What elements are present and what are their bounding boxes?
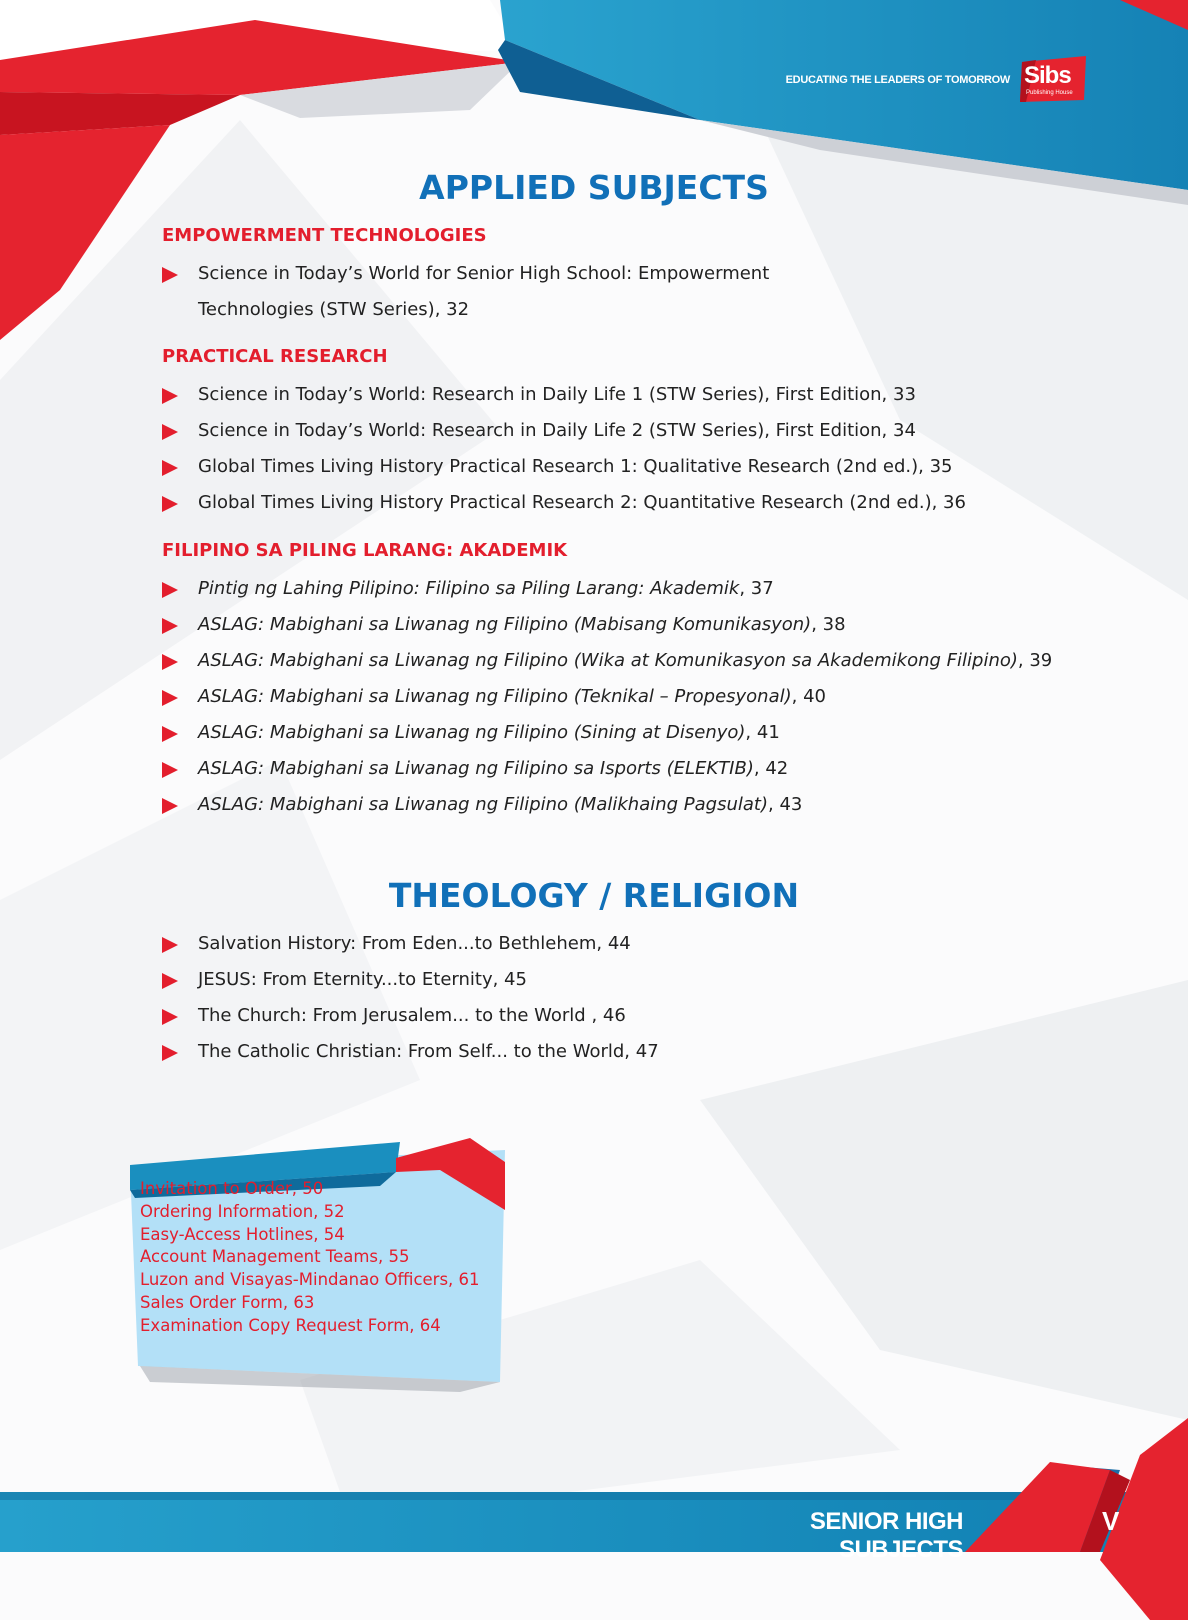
list-item — [160, 413, 966, 449]
list-item — [160, 256, 818, 328]
list-item — [160, 571, 1052, 607]
list-item — [160, 485, 966, 521]
list-item — [160, 1034, 659, 1070]
bullet-arrow-icon — [162, 460, 178, 476]
bullet-arrow-icon — [162, 762, 178, 778]
bullet-arrow-icon — [162, 1045, 178, 1061]
bullet-arrow-icon — [162, 726, 178, 742]
bullet-arrow-icon — [162, 388, 178, 404]
note-item: Easy-Access Hotlines, 54 — [140, 1224, 345, 1244]
bullet-arrow-icon — [162, 496, 178, 512]
item-title: Pintig ng Lahing Pilipino: Filipino sa Piling Larang: Akademik — [198, 578, 740, 599]
list-item — [160, 377, 966, 413]
list-item — [160, 715, 1052, 751]
item-title: ASLAG: Mabighani sa Liwanag ng Filipino (Malikhaing Pagsulat) — [198, 794, 768, 815]
bullet-arrow-icon — [162, 690, 178, 706]
logo-subtext: Publishing House — [1026, 90, 1073, 96]
section-title-theology: THEOLOGY / RELIGION — [388, 876, 800, 915]
page-number: V — [1102, 1506, 1120, 1536]
bullet-arrow-icon — [162, 618, 178, 634]
list-item — [160, 787, 1052, 823]
note-item: Luzon and Visayas-Mindanao Officers, 61 — [140, 1270, 480, 1290]
item-text: JESUS: From Eternity...to Eternity, 45 — [198, 969, 527, 990]
bullet-arrow-icon — [162, 582, 178, 598]
empowerment-list — [160, 256, 818, 328]
item-page: , 39 — [1017, 650, 1053, 671]
section-title-applied: APPLIED SUBJECTS — [419, 168, 769, 207]
header-tagline: EDUCATING THE LEADERS OF TOMORROW — [785, 74, 1010, 86]
item-page: , 43 — [768, 794, 803, 815]
list-item — [160, 449, 966, 485]
list-item — [160, 607, 1052, 643]
bullet-arrow-icon — [162, 267, 178, 283]
theology-list — [160, 926, 659, 1070]
bullet-arrow-icon — [162, 1009, 178, 1025]
subsection-filipino: FILIPINO SA PILING LARANG: AKADEMIK — [162, 540, 568, 561]
item-title: ASLAG: Mabighani sa Liwanag ng Filipino (Wika at Komunikasyon sa Akademikong Filipino) — [198, 650, 1018, 671]
practical-research-list — [160, 377, 966, 521]
bullet-arrow-icon — [162, 973, 178, 989]
list-item — [160, 679, 1052, 715]
list-item — [160, 751, 1052, 787]
footer-label: SENIOR HIGH SUBJECTS — [809, 1508, 963, 1563]
list-item — [160, 643, 1052, 679]
list-item — [160, 962, 659, 998]
note-item: Account Management Teams, 55 — [140, 1247, 410, 1267]
item-text: Science in Today’s World: Research in Daily Life 1 (STW Series), First Edition, 33 — [198, 384, 916, 405]
item-page: , 38 — [811, 614, 846, 635]
item-page: , 37 — [739, 578, 774, 599]
item-page: , 41 — [745, 722, 780, 743]
item-text: The Church: From Jerusalem... to the World , 46 — [198, 1005, 626, 1026]
item-text: Global Times Living History Practical Research 1: Qualitative Research (2nd ed.), 35 — [198, 456, 953, 477]
item-text: Global Times Living History Practical Research 2: Quantitative Research (2nd ed.), 36 — [198, 492, 966, 513]
item-text: Science in Today’s World for Senior High School: Empowerment Technologies (STW Series), 32 — [198, 263, 770, 320]
note-item: Examination Copy Request Form, 64 — [140, 1315, 441, 1335]
logo-text: Sibs — [1024, 62, 1071, 89]
item-page: , 40 — [791, 686, 827, 707]
list-item — [160, 998, 659, 1034]
item-title: ASLAG: Mabighani sa Liwanag ng Filipino (Mabisang Komunikasyon) — [198, 614, 812, 635]
bullet-arrow-icon — [162, 654, 178, 670]
item-text: Salvation History: From Eden...to Bethlehem, 44 — [198, 933, 631, 954]
item-text: The Catholic Christian: From Self... to the World, 47 — [198, 1041, 659, 1062]
list-item — [160, 926, 659, 962]
item-title: ASLAG: Mabighani sa Liwanag ng Filipino sa Isports (ELEKTIB) — [198, 758, 754, 779]
publisher-logo — [1016, 56, 1092, 102]
ordering-info-box — [140, 1178, 480, 1338]
bullet-arrow-icon — [162, 937, 178, 953]
subsection-practical-research: PRACTICAL RESEARCH — [162, 346, 388, 367]
item-title: ASLAG: Mabighani sa Liwanag ng Filipino (Teknikal – Propesyonal) — [198, 686, 792, 707]
item-title: ASLAG: Mabighani sa Liwanag ng Filipino (Sining at Disenyo) — [198, 722, 746, 743]
bullet-arrow-icon — [162, 424, 178, 440]
subsection-empowerment: EMPOWERMENT TECHNOLOGIES — [162, 225, 487, 246]
item-text: Science in Today’s World: Research in Daily Life 2 (STW Series), First Edition, 34 — [198, 420, 916, 441]
item-page: , 42 — [753, 758, 789, 779]
note-item: Invitation to Order, 50 — [140, 1179, 324, 1198]
note-item: Ordering Information, 52 — [140, 1201, 345, 1221]
note-item: Sales Order Form, 63 — [140, 1292, 315, 1312]
bullet-arrow-icon — [162, 798, 178, 814]
filipino-list — [160, 571, 1052, 823]
